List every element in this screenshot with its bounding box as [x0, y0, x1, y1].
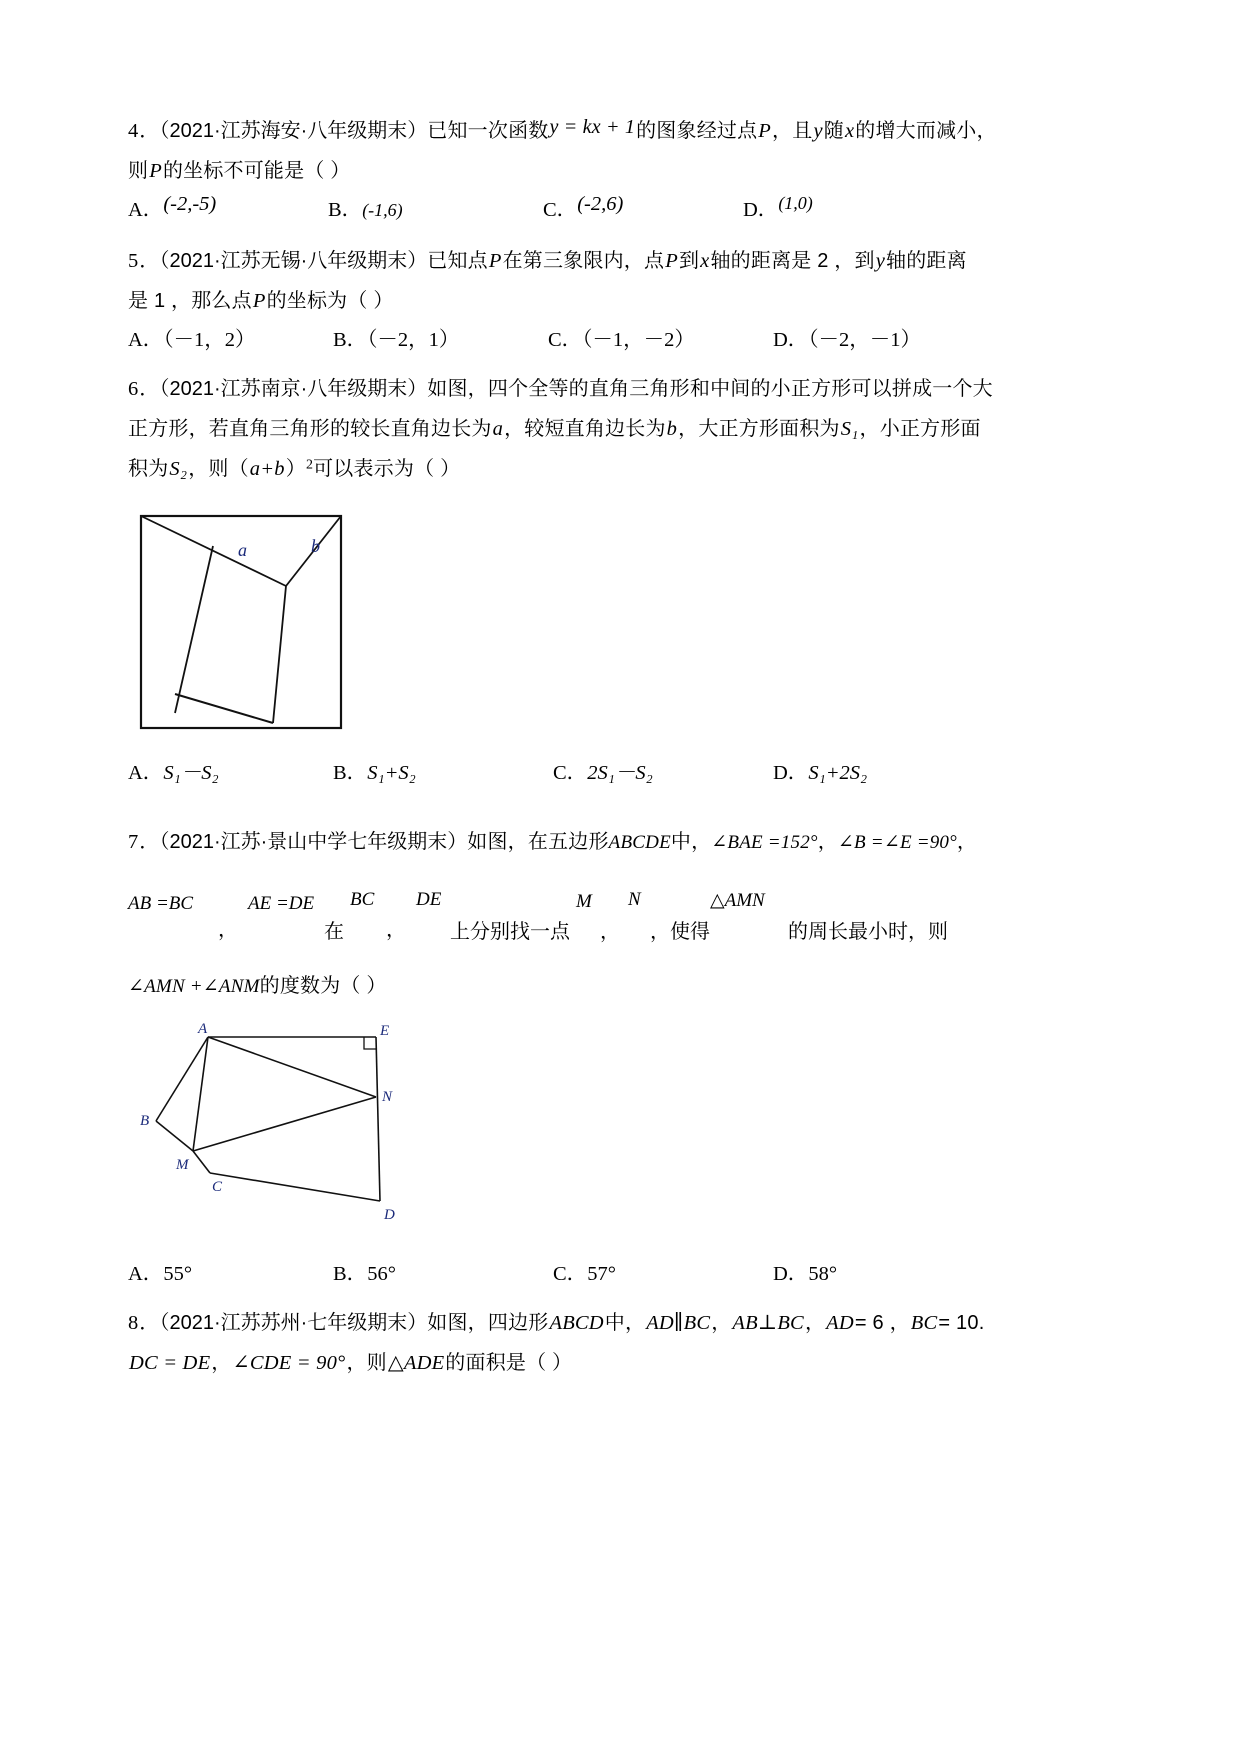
- question-4-option-b[interactable]: [328, 192, 403, 222]
- segment-AM: [193, 1037, 208, 1151]
- segment-CD: [210, 1173, 380, 1201]
- question-7-angle-sum-expr: ∠AMN +∠ANM: [128, 975, 260, 997]
- question-4-line2-post: 的坐标不可能是（ ）: [162, 159, 351, 182]
- question-6-body-1: 如图，四个全等的直角三角形和中间的小正方形可以拼成一个大: [427, 377, 993, 400]
- question-8-angle-cde: ∠CDE = 90°: [232, 1351, 346, 1374]
- inner-square-side-left: [175, 546, 213, 713]
- option-c-value: (-2,6): [577, 192, 624, 215]
- option-d-label: D．: [773, 1262, 809, 1285]
- option-c-value: 57°: [587, 1262, 616, 1285]
- question-7-triangle-amn: △AMN: [710, 889, 765, 911]
- question-6-option-c[interactable]: [553, 755, 653, 785]
- question-5-option-c[interactable]: [548, 322, 695, 352]
- question-6-exponent: 2: [305, 457, 314, 473]
- question-7-line-3: [128, 967, 1008, 1007]
- question-5-option-b[interactable]: [333, 322, 459, 352]
- question-5-line-2: [128, 282, 1008, 322]
- question-7-option-c[interactable]: [553, 1256, 616, 1286]
- label-E: E: [380, 1022, 390, 1039]
- question-6-line-3: [128, 450, 1008, 490]
- option-a-label: A．: [128, 198, 164, 221]
- option-b-value: S₁+S₂: [367, 761, 416, 784]
- option-b-value: (-1,6): [362, 199, 403, 220]
- question-5-var-p2: P: [665, 249, 678, 272]
- question-8-body-c: ，: [711, 1311, 732, 1334]
- question-4-body-5: 的增大而减小，: [855, 120, 997, 142]
- question-6-area-s1: S₁: [840, 417, 859, 440]
- question-5-line-1: 5．（2021·江苏无锡·八年级期末）已知点P在第三象限内，点P到x轴的距离是 2 ，到y轴的距离: [128, 249, 967, 272]
- question-5-number: 5: [128, 249, 140, 272]
- segment-DE: [376, 1037, 380, 1201]
- question-6-line3-b: ，则（: [188, 457, 249, 480]
- question-7-polygon: ABCDE: [608, 831, 671, 853]
- question-6-expr: a+b: [249, 457, 285, 480]
- question-4-var-x: x: [844, 120, 855, 142]
- question-8-line2-b: ，则: [346, 1351, 387, 1374]
- label-C: C: [212, 1178, 223, 1195]
- question-8-dc-de: DC = DE: [129, 1351, 211, 1374]
- option-d-label: D．: [773, 761, 809, 784]
- option-d-value: (1,0): [778, 192, 813, 213]
- pentagon-abcde-diagram: [138, 1023, 438, 1233]
- label-A: A: [198, 1022, 208, 1037]
- question-6-var-a: a: [492, 417, 504, 440]
- question-4-body-3: ，且: [772, 120, 813, 142]
- question-7-word-find: 上分别找一点: [450, 920, 570, 943]
- question-5-body-d: 轴的距离是 2 ，到: [710, 249, 875, 272]
- question-6-line3-c: ）: [285, 457, 306, 480]
- question-7-figure: [138, 1023, 1008, 1238]
- question-6-line-1: 6．（2021·江苏南京·八年级期末）如图，四个全等的直角三角形和中间的小正方形可以拼成一个大: [128, 377, 993, 400]
- question-4-option-a[interactable]: [128, 192, 216, 222]
- question-4-option-d[interactable]: [743, 192, 813, 222]
- question-6-line3-d: 可以表示为（ ）: [313, 457, 461, 480]
- page-content: [128, 112, 1008, 1384]
- question-7-angle-bae: ∠BAE =152°: [711, 831, 818, 853]
- inner-edge-top: [141, 516, 286, 586]
- question-4-body-2: 的图象经过点: [636, 120, 758, 142]
- option-c-value: 2S₁－S₂: [587, 761, 653, 784]
- question-7-point-n: N: [628, 888, 641, 910]
- question-7-point-m: M: [576, 890, 592, 912]
- option-a-label: A．: [128, 761, 164, 784]
- question-6-line3-a: 积为: [128, 457, 169, 480]
- label-M: M: [176, 1156, 189, 1173]
- question-7-line3-tail: 的度数为（ ）: [259, 974, 387, 997]
- label-D: D: [384, 1206, 395, 1223]
- option-a-value: （－1，2）: [163, 328, 256, 351]
- question-7-option-d[interactable]: [773, 1256, 837, 1286]
- option-c-value: （－1，－2）: [582, 328, 695, 351]
- label-b: b: [311, 535, 320, 556]
- option-c-label: C．: [548, 328, 583, 351]
- option-d-value: 58°: [808, 1262, 838, 1285]
- option-a-value: 55°: [163, 1262, 193, 1285]
- question-7-options: [128, 1256, 1008, 1304]
- question-6-line2-b: ，较短直角边长为: [504, 417, 666, 440]
- question-8-line-1: 8．（2021·江苏苏州·七年级期末）如图，四边形ABCD中，AD∥BC，AB⊥BC，AD= 6 ，BC= 10.: [128, 1311, 985, 1334]
- option-c-label: C．: [553, 1262, 588, 1285]
- question-6-number: 6: [128, 377, 140, 400]
- question-5-body-b: 在第三象限内，点: [502, 249, 665, 272]
- question-4-line-2: [128, 152, 1008, 192]
- question-8-line2-a: ，: [211, 1351, 232, 1374]
- question-6-var-b: b: [666, 417, 678, 440]
- option-a-label: A．: [128, 1262, 164, 1285]
- question-6-option-b[interactable]: [333, 755, 416, 785]
- question-7-word-zai: 在: [324, 920, 344, 943]
- question-5-body-c: 到: [678, 249, 700, 272]
- question-7-eq-ae-de: AE =DE: [248, 892, 315, 914]
- question-5-option-a[interactable]: [128, 322, 256, 352]
- question-8-line2-c: 的面积是（ ）: [445, 1351, 573, 1374]
- segment-AB: [156, 1037, 208, 1121]
- question-7-body-b: 中，: [670, 830, 712, 853]
- pythagorean-square-diagram: [133, 508, 363, 738]
- segment-MN: [193, 1097, 376, 1151]
- option-a-value: S₁－S₂: [163, 761, 219, 784]
- question-4-line-1: 4．（2021·江苏海安·八年级期末）已知一次函数y = kx + 1的图象经过点P，且y随x的增大而减小，: [128, 116, 997, 142]
- question-4-var-p: P: [758, 120, 772, 142]
- option-d-label: D．: [773, 328, 809, 351]
- question-7-comma-1: ，: [218, 918, 238, 941]
- question-6-line2-d: ，小正方形面: [859, 417, 981, 440]
- question-7-angle-be: ∠B =∠E =90°: [837, 831, 957, 853]
- question-4-body-4: 随: [823, 120, 844, 142]
- option-b-label: B．: [333, 1262, 368, 1285]
- question-5-options: [128, 322, 1008, 370]
- question-7-seg-de: DE: [416, 888, 442, 910]
- label-N: N: [382, 1088, 393, 1105]
- question-5-line2-a: 是 1 ，那么点: [128, 289, 252, 312]
- question-7-comma-2: ，: [386, 918, 406, 941]
- question-6-line-2: [128, 410, 1008, 450]
- label-B: B: [140, 1112, 150, 1129]
- question-7-source: （2021·江苏·景山中学七年级期末）: [159, 830, 468, 853]
- question-4-line2-pre: 则: [128, 159, 149, 182]
- question-5-line2-b: 的坐标为（ ）: [266, 289, 394, 312]
- option-c-label: C．: [553, 761, 588, 784]
- question-6-line2-a: 正方形，若直角三角形的较长直角边长为: [128, 417, 492, 440]
- question-4-options: [128, 192, 1008, 242]
- question-7-body-d: ，: [956, 830, 978, 853]
- question-6-area-s2: S₂: [169, 457, 188, 480]
- option-b-value: （－2，1）: [367, 328, 460, 351]
- question-5-var-y: y: [875, 249, 886, 272]
- question-5-body-e: 轴的距离: [886, 249, 967, 272]
- question-4-option-c[interactable]: [543, 192, 623, 222]
- question-4-line2-var: P: [149, 159, 162, 182]
- question-5-var-p: P: [488, 249, 502, 272]
- question-8-line-2: [128, 1344, 1008, 1384]
- question-6-option-a[interactable]: [128, 755, 219, 785]
- inner-square-side-right: [273, 586, 286, 723]
- question-7-comma-3: ，: [600, 920, 620, 943]
- question-8-seg-bc: BC: [910, 1311, 938, 1334]
- question-8-quad: ABCD: [549, 1311, 604, 1334]
- option-b-label: B．: [328, 198, 363, 221]
- question-6-figure: [133, 508, 1008, 743]
- question-8-body-a: 如图，四边形: [427, 1311, 549, 1334]
- question-7-body-a: 如图，在五边形: [467, 830, 609, 853]
- question-7-line-2: [128, 889, 1008, 949]
- question-8-number: 8: [128, 1311, 140, 1334]
- option-d-value: （－2，－1）: [808, 328, 922, 351]
- segment-NA: [208, 1037, 376, 1097]
- question-7-number: 7: [128, 830, 140, 853]
- question-7-eq-ab-bc: AB =BC: [128, 892, 194, 914]
- question-4-formula: y = kx + 1: [549, 116, 636, 138]
- option-d-label: D．: [743, 198, 779, 221]
- question-6-source: （2021·江苏南京·八年级期末）: [159, 377, 428, 400]
- question-6-options: [128, 755, 1008, 805]
- right-angle-mark-E: [364, 1037, 376, 1049]
- option-a-label: A．: [128, 328, 164, 351]
- option-a-value: (-2,-5): [163, 192, 217, 215]
- question-4-body-1: 已知一次函数: [427, 120, 549, 142]
- option-b-label: B．: [333, 328, 368, 351]
- label-a: a: [238, 539, 247, 560]
- question-8-source: （2021·江苏苏州·七年级期末）: [159, 1311, 428, 1334]
- question-5-var-x: x: [700, 249, 710, 272]
- option-c-label: C．: [543, 198, 578, 221]
- question-5-body-a: 已知点: [427, 249, 488, 272]
- question-8-body-f: = 10.: [938, 1311, 985, 1334]
- question-7-line-1: 7．（2021·江苏·景山中学七年级期末）如图，在五边形ABCDE中，∠BAE =152°，∠B =∠E =90°，: [128, 830, 978, 853]
- question-8-triangle-ade: △ADE: [387, 1351, 445, 1374]
- option-b-value: 56°: [367, 1262, 396, 1285]
- question-8-perp: AB⊥BC: [732, 1311, 804, 1334]
- question-5-line2-var: P: [252, 289, 266, 312]
- question-8-seg-ad: AD: [826, 1311, 854, 1334]
- question-7-body-c: ，: [817, 830, 838, 853]
- segment-MC: [193, 1151, 210, 1173]
- option-b-label: B．: [333, 761, 368, 784]
- question-8-body-d: ，: [804, 1311, 826, 1334]
- question-4-number: 4: [128, 120, 140, 142]
- question-7-option-a[interactable]: [128, 1256, 192, 1286]
- question-8-body-e: = 6 ，: [854, 1311, 910, 1334]
- question-7-tail: 的周长最小时，则: [788, 920, 948, 943]
- question-6-line2-c: ，大正方形面积为: [678, 417, 840, 440]
- segment-BM: [156, 1121, 193, 1151]
- question-7-option-b[interactable]: [333, 1256, 396, 1286]
- question-5-option-d[interactable]: [773, 322, 921, 352]
- question-8-body-b: 中，: [604, 1311, 646, 1334]
- question-8-parallel: AD∥BC: [646, 1311, 711, 1334]
- question-4-source: （2021·江苏海安·八年级期末）: [159, 120, 428, 142]
- question-6-option-d[interactable]: [773, 755, 867, 785]
- question-5-source: （2021·江苏无锡·八年级期末）: [159, 249, 428, 272]
- question-4-var-y: y: [813, 120, 823, 142]
- option-d-value: S₁+2S₂: [808, 761, 868, 784]
- question-7-seg-bc: BC: [350, 888, 375, 910]
- question-7-word-shi: ，使得: [650, 920, 710, 943]
